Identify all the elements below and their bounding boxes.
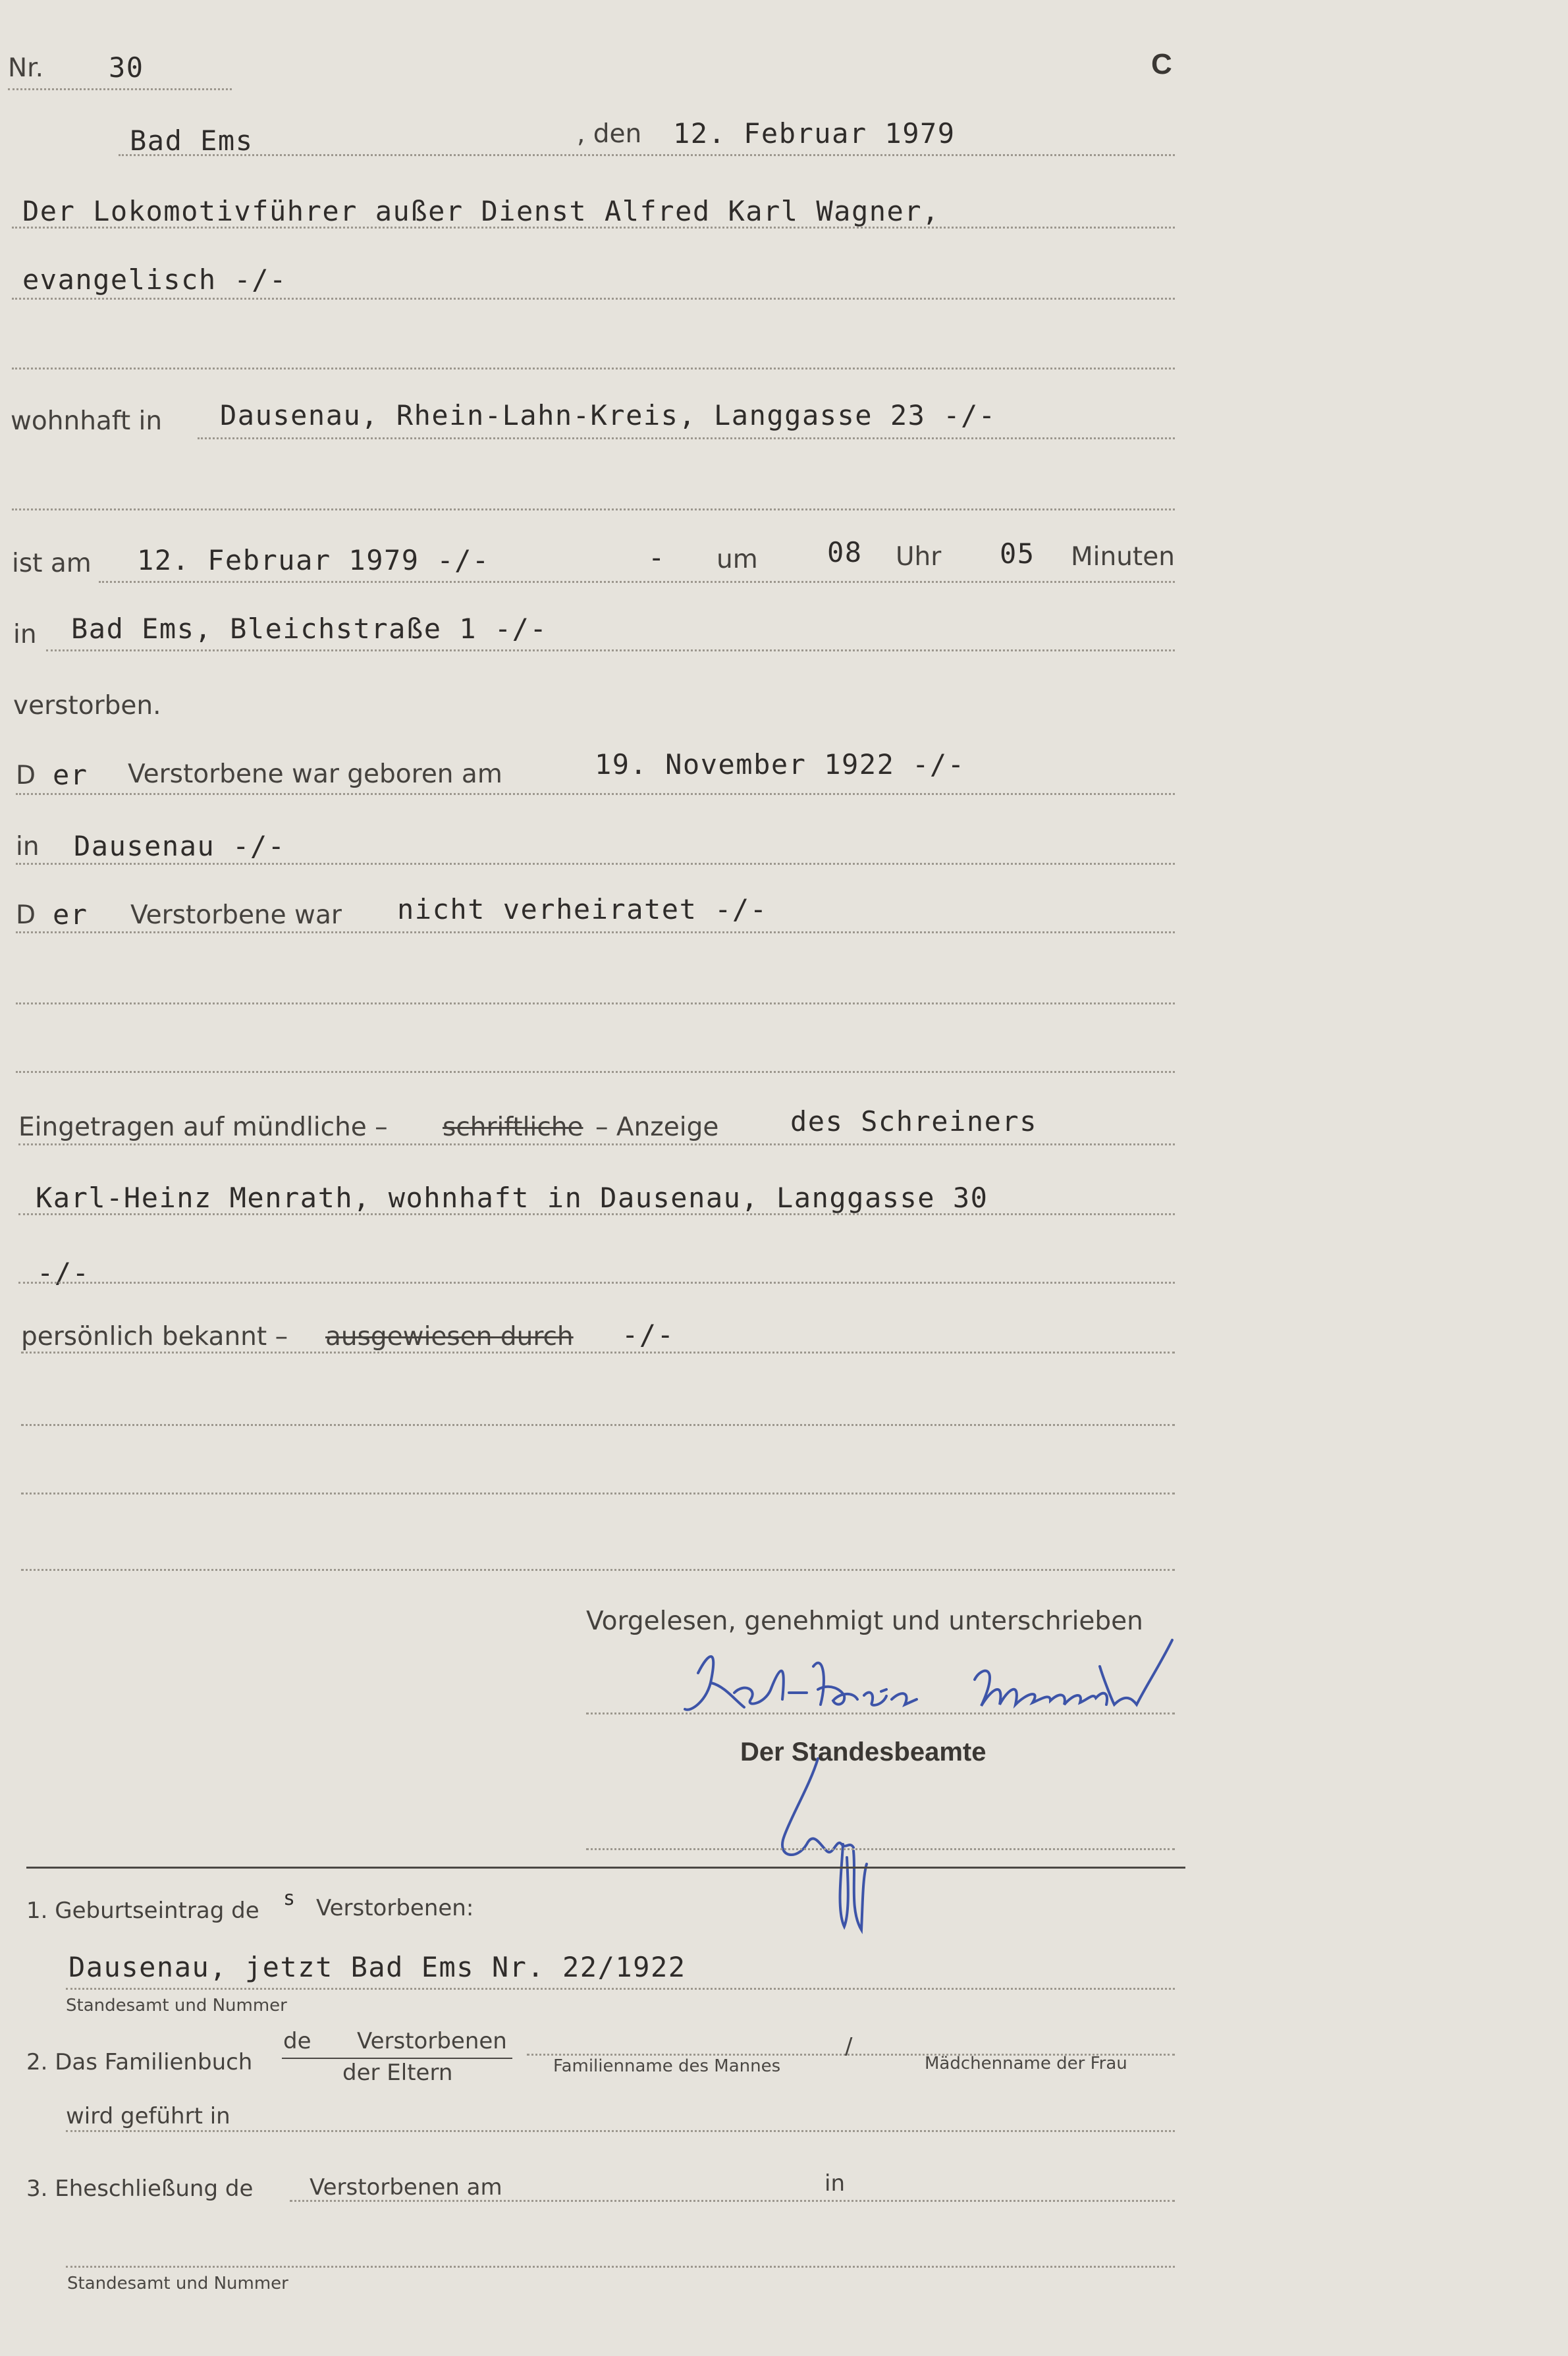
death-minutes: 05: [1000, 537, 1035, 570]
status-prefix: D: [16, 900, 36, 930]
item1-rest: Verstorbenen:: [316, 1895, 474, 1921]
report-struck-written: schriftliche: [443, 1112, 583, 1142]
corner-mark: C: [1151, 48, 1172, 80]
read-approved-label: Vorgelesen, genehmigt und unterschrieben: [586, 1606, 1143, 1636]
birth-date: 19. November 1922 -/-: [595, 748, 965, 781]
line-religion: [12, 298, 1175, 300]
deceased-name-line: Der Lokomotivführer außer Dienst Alfred Karl Wagner,: [22, 195, 940, 227]
birth-place: Dausenau -/-: [74, 830, 286, 862]
item2-de: de: [283, 2028, 311, 2054]
known-struck: ausgewiesen durch: [325, 1322, 574, 1352]
item2-eltern: der Eltern: [342, 2060, 453, 2086]
line-residence: [198, 437, 1175, 439]
office-number-caption: Standesamt und Nummer: [66, 1996, 287, 2015]
item2-slash: /: [845, 2033, 853, 2060]
known-label: persönlich bekannt –: [21, 1322, 288, 1352]
nr-value: 30: [109, 51, 144, 84]
nr-label: Nr.: [8, 53, 44, 83]
line-signature-registrar: [586, 1848, 1175, 1850]
known-value: -/-: [622, 1319, 675, 1351]
line-kept: [66, 2130, 1175, 2132]
item3-in: in: [825, 2170, 845, 2197]
line-marriage: [290, 2200, 1175, 2202]
death-place-label: in: [13, 620, 37, 649]
report-label: Eingetragen auf mündliche –: [18, 1112, 388, 1142]
line-blank-2: [12, 508, 1175, 510]
husband-name-caption: Familienname des Mannes: [553, 2056, 781, 2076]
status-article: er: [53, 898, 88, 931]
line-blank-5: [21, 1424, 1175, 1426]
line-known: [21, 1352, 1175, 1354]
status-label: Verstorbene war: [130, 900, 342, 930]
residence-label: wohnhaft in: [11, 406, 163, 436]
death-hour: 08: [827, 536, 863, 568]
item2-label: 2. Das Familienbuch: [26, 2049, 253, 2075]
minuten-label: Minuten: [1071, 542, 1175, 572]
line-blank-6: [21, 1493, 1175, 1494]
marital-status: nicht verheiratet -/-: [397, 893, 768, 925]
uhr-label: Uhr: [896, 542, 942, 572]
line-death-date: [99, 581, 1175, 583]
death-date: 12. Februar 1979 -/-: [137, 544, 490, 576]
line-birth-date: [16, 793, 1175, 795]
residence: Dausenau, Rhein-Lahn-Kreis, Langgasse 23 -/-: [220, 399, 996, 431]
birth-place-label: in: [16, 832, 40, 862]
item3-label: 3. Eheschließung de: [26, 2176, 254, 2202]
item1-label: 1. Geburtseintrag de: [26, 1898, 259, 1924]
footer-divider: [26, 1867, 1185, 1869]
item1-superscript: s: [283, 1887, 296, 1910]
informant-signature: [672, 1627, 1205, 1739]
report-label-anzeige: – Anzeige: [595, 1112, 719, 1142]
line-blank-4: [16, 1071, 1175, 1073]
item2-kept-label: wird geführt in: [66, 2103, 230, 2129]
line-informant-2: [18, 1282, 1175, 1284]
wife-name-caption: Mädchenname der Frau: [925, 2054, 1127, 2073]
line-signature-informant: [586, 1712, 1175, 1714]
place: Bad Ems: [130, 124, 254, 157]
line-status: [16, 931, 1175, 933]
item3-value: Verstorbenen am: [310, 2174, 502, 2201]
line-marriage-office: [66, 2266, 1175, 2268]
death-place: Bad Ems, Bleichstraße 1 -/-: [71, 613, 548, 645]
born-prefix: D: [16, 761, 36, 790]
death-date-dash: -: [648, 541, 666, 574]
um-label: um: [716, 545, 758, 574]
line-informant: [18, 1213, 1175, 1215]
line-blank-1: [12, 368, 1175, 370]
informant-details: Karl-Heinz Menrath, wohnhaft in Dausenau, Langgasse 30: [36, 1182, 988, 1214]
religion: evangelisch -/-: [22, 263, 287, 296]
born-label: Verstorbene war geboren am: [128, 759, 502, 789]
item2-fraction-line: [282, 2058, 512, 2059]
den-label: , den: [577, 119, 642, 149]
registrar-signature: [764, 1745, 896, 1936]
line-place: [119, 154, 1175, 156]
line-blank-7: [21, 1569, 1175, 1571]
line-blank-3: [16, 1002, 1175, 1004]
birth-record-value: Dausenau, jetzt Bad Ems Nr. 22/1922: [68, 1951, 686, 1983]
line-birth-record: [66, 1988, 1175, 1990]
registrar-label: Der Standesbeamte: [740, 1738, 987, 1767]
line-report: [18, 1143, 1175, 1145]
line-death-place: [46, 649, 1175, 651]
informant-occupation: des Schreiners: [790, 1105, 1038, 1137]
verstorben-label: verstorben.: [13, 691, 161, 721]
line-name: [12, 227, 1175, 229]
document-date: 12. Februar 1979: [673, 117, 956, 150]
informant-end: -/-: [37, 1257, 90, 1289]
office-number-caption-2: Standesamt und Nummer: [67, 2274, 288, 2293]
item2-verstorbenen: Verstorbenen: [357, 2028, 507, 2054]
line-birth-place: [16, 863, 1175, 865]
death-date-label: ist am: [12, 549, 92, 578]
born-article: er: [53, 759, 88, 791]
nr-underline: [8, 88, 232, 90]
